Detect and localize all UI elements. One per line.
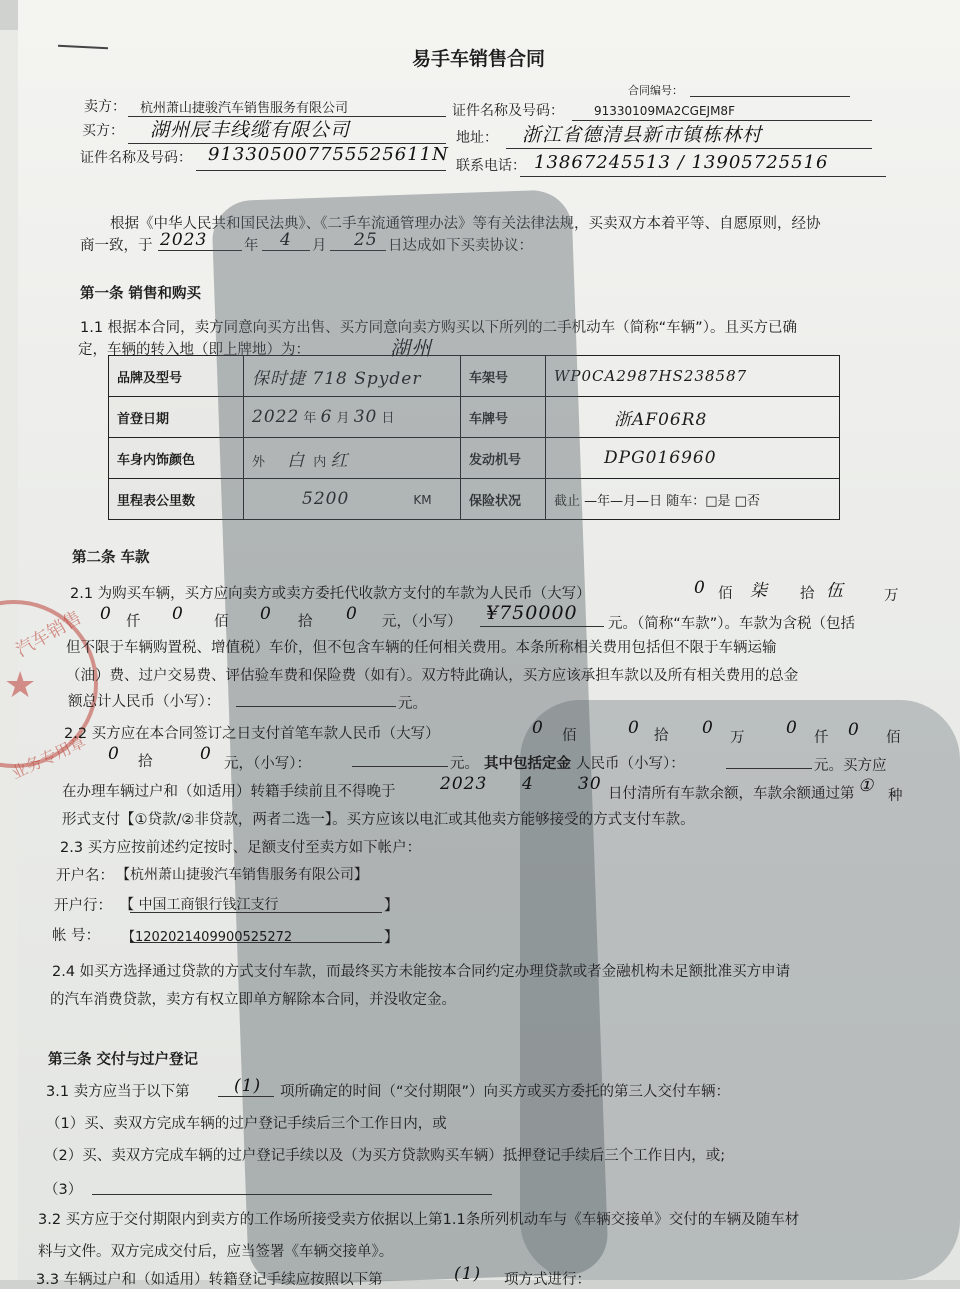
plate-label: 车牌号 xyxy=(461,397,546,438)
transfer-place: 湖州 xyxy=(390,336,432,360)
vin-label: 车架号 xyxy=(461,356,546,397)
account-no-line xyxy=(130,942,382,943)
engine-cell xyxy=(546,438,840,479)
article-2-2-e: 人民币（小写）： xyxy=(576,756,685,772)
dp-shi-wan: 0 xyxy=(628,718,640,738)
contract-year: 2023 xyxy=(160,230,208,250)
buyer-phone: 13867245513 / 13905725516 xyxy=(534,152,829,173)
buyer-cert-line xyxy=(196,170,446,171)
dp-yuan: 0 xyxy=(200,744,212,764)
account-no: 【1202021409900525272 xyxy=(122,930,293,945)
first-reg-label: 首登日期 xyxy=(109,397,244,438)
color-label: 车身内饰颜色 xyxy=(109,438,244,479)
dp-qian: 0 xyxy=(786,718,798,738)
article-3-1-opt-1: （1）买、卖双方完成车辆的过户登记手续后三个工作日内，或 xyxy=(46,1116,447,1132)
article-1-1-line-2: 定，车辆的转入地（即上牌地）为： xyxy=(78,342,310,358)
amount-bai-wan: 0 xyxy=(694,578,706,598)
seal-text-bottom: 业务专用章 xyxy=(8,731,89,783)
deposit-line xyxy=(726,768,812,769)
article-3-2-b: 料与文件。双方完成交付后，应当签署《车辆交接单》。 xyxy=(38,1244,394,1260)
amount-shi-wan: 柒 xyxy=(750,581,768,601)
article-2-1-a: 2.1 为购买车辆，买方应向卖方或卖方委托代收款方支付的车款为人民币（大写） xyxy=(70,586,591,602)
first-reg-month-unit: 月 xyxy=(336,411,350,426)
unit-qian-1: 仟 xyxy=(126,614,141,630)
article-2-1-b: 元。（简称“车款”）。车款为含税（包括 xyxy=(608,616,856,632)
buyer-name: 湖州辰丰线缆有限公司 xyxy=(150,119,351,141)
article-3-2-a: 3.2 买方应于交付期限内到卖方的工作场所接受卖方依据以上第1.1条所列机动车与《车辆交接单》交付的车辆及随车材 xyxy=(38,1212,800,1228)
article-3-1-opt-3: （3） xyxy=(44,1182,83,1198)
buyer-cert-no: 913305007755525611N xyxy=(208,144,449,165)
bank-label: 开户行： xyxy=(54,898,112,914)
article-1-1-line-1: 1.1 根据本合同，卖方同意向买方出售、买方同意向卖方购买以下所列的二手机动车（简称“车辆”）。且买方已确 xyxy=(80,320,797,336)
article-3-3-partial: 3.3 车辆过户和（如适用）转籍登记手续应按照以下第 xyxy=(36,1272,383,1288)
intro-line-1: 根据《中华人民共和国民法典》、《二手车流通管理办法》等有关法律法规，买卖双方本着平等、自愿原则，经协 xyxy=(110,216,821,232)
dp-small-line xyxy=(352,766,448,767)
unit-shi-2: 拾 xyxy=(298,614,313,630)
account-name-label: 开户名： xyxy=(56,868,114,884)
engine-label: 发动机号 xyxy=(461,438,546,479)
insurance-cell xyxy=(546,479,840,520)
dp-unit-qian: 仟 xyxy=(814,730,829,746)
account-name: 【杭州萧山捷骏汽车销售服务有限公司】 xyxy=(116,867,368,883)
amount-wan: 伍 xyxy=(826,581,844,601)
contract-month: 4 xyxy=(280,230,292,250)
article-3-1-opt-3-line xyxy=(92,1194,492,1195)
article-2-1-d: （油）费、过户交易费、评估验车费和保险费（如有）。双方特此确认，买方应该承担车款以及所有相关费用的总金 xyxy=(66,668,799,684)
dp-wan: 0 xyxy=(702,718,714,738)
unit-bai-1: 佰 xyxy=(718,586,733,602)
dp-shi: 0 xyxy=(108,744,120,764)
contract-day: 25 xyxy=(354,230,378,250)
article-2-2-d: 其中包括定金 xyxy=(484,756,571,772)
first-reg-year-unit: 年 xyxy=(303,411,317,426)
article-2-2-i: 种 xyxy=(888,788,903,804)
first-reg-month: 6 xyxy=(320,407,333,427)
unit-wan-1: 万 xyxy=(884,588,899,604)
buyer-cert-label: 证件名称及号码： xyxy=(80,150,192,166)
dp-unit-bai-wan: 佰 xyxy=(562,728,577,744)
article-3-title: 第三条 交付与过户登记 xyxy=(48,1052,199,1068)
insurance-value: 截止 —年—月—日 随车：□是 □否 xyxy=(554,493,760,509)
color-inner-value: 红 xyxy=(330,450,349,471)
intro-line-2b: 日达成如下买卖协议： xyxy=(388,238,533,254)
insurance-label: 保险状况 xyxy=(461,479,546,520)
seller-cert-label: 证件名称及号码： xyxy=(452,103,564,119)
total-amount-line xyxy=(236,706,396,707)
amount-shi: 0 xyxy=(260,604,272,624)
article-3-1-b: 项所确定的时间（“交付期限”）向买方或买方委托的第三人交付车辆： xyxy=(280,1084,731,1100)
article-2-3: 2.3 买方应按前述约定按时、足额支付至卖方如下帐户： xyxy=(60,840,422,856)
article-2-2-h: 日付清所有车款余额，车款余额通过第 xyxy=(608,786,855,802)
amount-qian: 0 xyxy=(100,604,112,624)
article-2-4-b: 的汽车消费贷款，卖方有权立即单方解除本合同，并没收定金。 xyxy=(50,992,456,1008)
article-2-2-c: 元。 xyxy=(450,756,479,772)
unit-yuan-small: 元，（小写） xyxy=(382,614,462,630)
intro-line-2a: 商一致，于 xyxy=(80,238,153,254)
color-outer-value: 白 xyxy=(287,450,306,471)
buyer-address: 浙江省德清县新市镇栋林村 xyxy=(522,124,763,146)
pay-month: 4 xyxy=(522,774,534,794)
account-no-label: 帐 号： xyxy=(52,928,101,944)
article-3-1-a: 3.1 卖方应当于以下第 xyxy=(46,1084,190,1100)
first-reg-day-unit: 日 xyxy=(381,411,395,426)
pay-year: 2023 xyxy=(440,774,488,794)
document-title: 易手车销售合同 xyxy=(412,48,546,70)
article-3-1-choice-line xyxy=(218,1096,274,1097)
pay-day: 30 xyxy=(578,774,602,794)
amount-small: ¥750000 xyxy=(486,602,578,624)
amount-yuan: 0 xyxy=(346,604,358,624)
address-label: 地址： xyxy=(456,130,498,146)
seller-label: 卖方： xyxy=(84,99,126,115)
dp-unit-shi: 拾 xyxy=(138,754,153,770)
bank-line xyxy=(130,912,382,913)
article-2-2-a: 2.2 买方应在本合同签订之日支付首笔车款人民币（大写） xyxy=(64,726,440,742)
contract-no-line xyxy=(690,96,850,97)
unit-shi-1: 拾 xyxy=(800,586,815,602)
buyer-address-line xyxy=(506,148,872,149)
vin-cell xyxy=(546,356,840,397)
acct-bracket-close: 】 xyxy=(384,930,399,946)
total-yuan-end: 元。 xyxy=(398,696,427,712)
brand-value: 保时捷 718 Spyder xyxy=(252,368,422,389)
amount-small-line xyxy=(480,626,604,627)
article-2-title: 第二条 车款 xyxy=(72,550,150,566)
article-1-title: 第一条 销售和购买 xyxy=(80,286,202,302)
article-2-4-a: 2.4 如买方选择通过贷款的方式支付车款，而最终买方未能按本合同约定办理贷款或者金融机构未足额批准买方申请 xyxy=(52,964,791,980)
first-reg-year: 2022 xyxy=(252,407,300,427)
dp-unit-wan: 万 xyxy=(730,730,745,746)
article-2-2-j: 形式支付【①贷款/②非贷款，两者二选一】。买方应该以电汇或其他卖方能够接受的方式支付车款。 xyxy=(62,812,695,828)
article-3-1-choice: (1) xyxy=(234,1076,262,1096)
buyer-phone-line xyxy=(520,176,886,177)
contract-no-label: 合同编号： xyxy=(628,84,683,97)
buyer-label: 买方： xyxy=(82,123,124,139)
dp-bai: 0 xyxy=(848,720,860,740)
bank-bracket-close: 】 xyxy=(384,898,399,914)
amount-bai: 0 xyxy=(172,604,184,624)
article-2-2-f: 元。买方应 xyxy=(814,758,887,774)
engine-value: DPG016960 xyxy=(604,448,717,468)
article-3-3-choice: (1) xyxy=(454,1264,482,1284)
first-reg-day: 30 xyxy=(353,407,378,427)
pay-method: ① xyxy=(858,776,875,796)
dp-bai-wan: 0 xyxy=(532,718,544,738)
unit-bai-2: 佰 xyxy=(214,614,229,630)
year-unit: 年 xyxy=(244,238,259,254)
bank-name: 【 中国工商银行钱江支行 xyxy=(120,897,279,913)
mileage-value: 5200 xyxy=(302,489,350,509)
article-3-3-end: 项方式进行： xyxy=(504,1272,591,1288)
mileage-label: 里程表公里数 xyxy=(109,479,244,520)
color-outer-label: 外 xyxy=(252,454,266,470)
color-inner-label: 内 xyxy=(313,454,327,470)
dp-unit-shi-wan: 拾 xyxy=(654,728,669,744)
seal-text-top: 汽车销售 xyxy=(12,607,86,662)
seal-star-icon: ★ xyxy=(4,665,37,706)
article-3-1-opt-2: （2）买、卖双方完成车辆的过户登记手续以及（为买方贷款购买车辆）抵押登记手续后三个工作日内，或; xyxy=(44,1148,726,1164)
seller-cert-no: 91330109MA2CGEJM8F xyxy=(594,104,735,118)
month-unit: 月 xyxy=(312,238,327,254)
plate-cell xyxy=(546,397,840,438)
article-2-2-b: 元，（小写）： xyxy=(224,756,311,772)
brand-label: 品牌及型号 xyxy=(109,356,244,397)
phone-label: 联系电话： xyxy=(456,158,526,174)
article-2-2-g: 在办理车辆过户和（如适用）转籍手续前且不得晚于 xyxy=(62,784,396,800)
plate-value: 浙AF06R8 xyxy=(614,409,708,430)
seller-name: 杭州萧山捷骏汽车销售服务有限公司 xyxy=(140,101,349,116)
article-2-1-c: 但不限于车辆购置税、增值税）车价，但不包含车辆的任何相关费用。本条所称相关费用包括但不限于车辆运输 xyxy=(66,640,777,656)
dp-unit-bai: 佰 xyxy=(886,730,901,746)
article-2-1-e: 额总计人民币（小写）： xyxy=(68,694,221,710)
vin-value: WP0CA2987HS238587 xyxy=(554,367,748,385)
mileage-unit: KM xyxy=(413,493,432,507)
